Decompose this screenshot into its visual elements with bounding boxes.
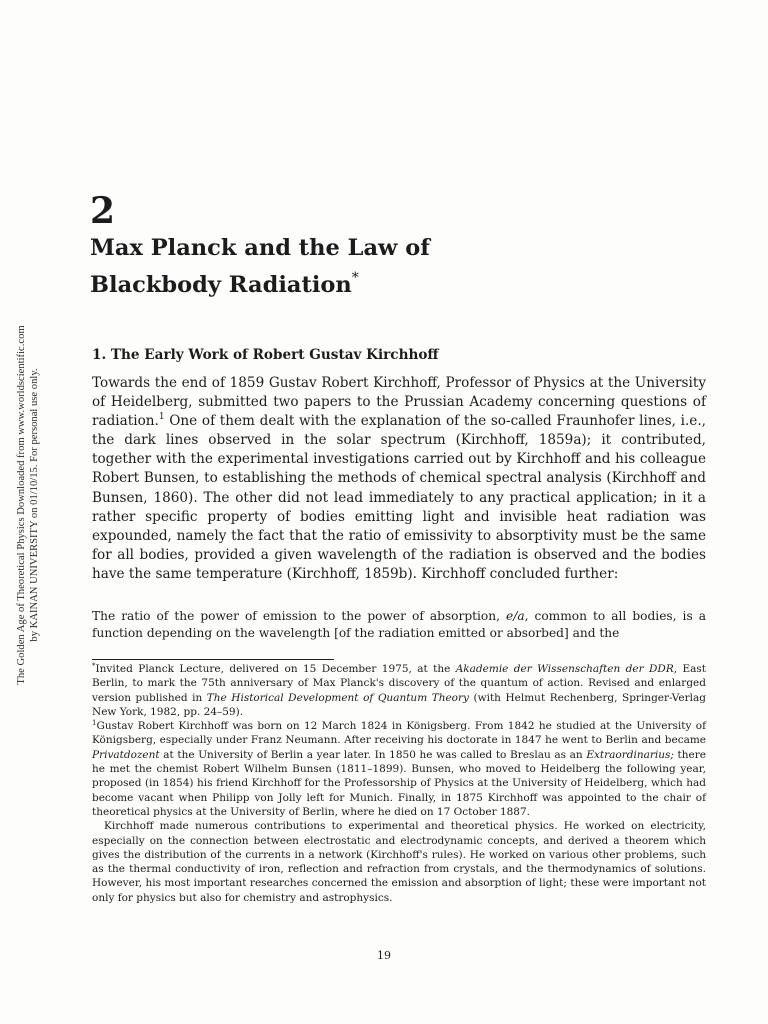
watermark-line-1: The Golden Age of Theoretical Physics Downloaded from www.worldscientific.com bbox=[16, 325, 27, 685]
footnote-1-a: Gustav Robert Kirchhoff was born on 12 March 1824 in Königsberg. From 1842 he studied at the University of Königsberg, especially under Franz Neumann. After receiving his doctorate in 1847 he went to Berlin and became bbox=[92, 720, 706, 747]
footnotes bbox=[92, 662, 706, 905]
chapter-title-line-2 bbox=[90, 263, 650, 300]
quote-after: , common to all bodies, is a function depending on the wavelength [of the radiation emitted or absorbed] and the bbox=[92, 609, 706, 640]
footnote-star-mark: * bbox=[92, 662, 96, 670]
footnote-star-b: Akademie der Wissenschaften der DDR bbox=[455, 663, 674, 675]
footnote-1-e: there he met the chemist Robert Wilhelm Bunsen (1811–1899). Bunsen, who moved to Heidelberg the following year, proposed (in 1854) his friend Kirchhoff for the Professorship of Physics at the University of Heidelberg, which had become vacant when Philipp von Jolly left for Munich. Finally, in 1875 Kirchhoff was appointed to the chair of theoretical physics at the University of Berlin, where he died on 17 October 1887. bbox=[92, 748, 706, 818]
footnote-star-c: , East Berlin, to mark the 75th anniversary of Max Planck's discovery of the quantum of action. Revised and enlarged version published in bbox=[92, 663, 707, 704]
footnote-1-continued: Kirchhoff made numerous contributions to experimental and theoretical physics. He worked on electricity, especially on the connection between electrostatic and electrodynamic concepts, and derived a theorem which gives the distribution of the currents in a network (Kirchhoff's rules). He worked on various other problems, such as the thermal conductivity of iron, reflection and refraction from crystals, and the thermodynamics of solutions. However, his most important researches concerned the emission and absorption of light; these were important not only for physics but also for chemistry and astrophysics. bbox=[92, 820, 706, 904]
body-paragraph bbox=[92, 374, 706, 584]
download-watermark bbox=[4, 310, 52, 700]
watermark-line-2: by KAINAN UNIVERSITY on 01/10/15. For personal use only. bbox=[29, 368, 40, 642]
chapter-title-line-1: Max Planck and the Law of bbox=[90, 235, 430, 261]
body-text-part-2: One of them dealt with the explanation of the so-called Fraunhofer lines, i.e., the dark lines observed in the solar spectrum (Kirchhoff, 1859a); it contributed, together with the experimental investigations carried out by Kirchhoff and his colleague Robert Bunsen, to establishing the methods of chemical spectral analysis (Kirchhoff and Bunsen, 1860). The other did not lead immediately to any practical application; in it a rather specific property of bodies emitting light and invisible heat radiation was expounded, namely the fact that the ratio of emissivity to absorptivity must be the same for all bodies, provided a given wavelength of the radiation is observed and the bodies have the same temperature (Kirchhoff, 1859b). Kirchhoff concluded further: bbox=[92, 413, 706, 582]
footnote-1-b: Privatdozent bbox=[92, 748, 160, 761]
quote-formula: e/a bbox=[506, 609, 525, 623]
chapter-title bbox=[90, 233, 650, 300]
section-heading: 1. The Early Work of Robert Gustav Kirchhoff bbox=[92, 347, 439, 363]
footnote-rule bbox=[92, 659, 334, 660]
page-number: 19 bbox=[377, 949, 391, 962]
footnote-star-d: The Historical Development of Quantum Theory bbox=[206, 691, 469, 704]
body-text-part-1: Towards the end of 1859 Gustav Robert Kirchhoff, Professor of Physics at the University of Heidelberg, submitted two papers to the Prussian Academy concerning questions of radiation. bbox=[92, 375, 706, 430]
quoted-paragraph bbox=[92, 608, 706, 642]
footnote-1-d: Extraordinarius; bbox=[586, 748, 674, 761]
title-footnote-mark: * bbox=[351, 270, 359, 286]
footnote-ref-1: 1 bbox=[158, 412, 165, 423]
chapter-title-line-2-text: Blackbody Radiation bbox=[90, 272, 352, 298]
footnote-1 bbox=[92, 719, 706, 819]
quote-before: The ratio of the power of emission to the power of absorption, bbox=[92, 609, 507, 623]
footnote-star-e: (with Helmut Rechenberg, Springer-Verlag New York, 1982, pp. 24–59). bbox=[92, 691, 706, 718]
footnote-1-mark: 1 bbox=[92, 719, 97, 728]
footnote-star-a: Invited Planck Lecture, delivered on 15 December 1975, at the bbox=[95, 663, 456, 675]
footnote-star bbox=[92, 662, 706, 719]
footnote-1-c: at the University of Berlin a year later. In 1850 he was called to Breslau as an bbox=[159, 748, 587, 761]
chapter-number: 2 bbox=[90, 190, 116, 232]
